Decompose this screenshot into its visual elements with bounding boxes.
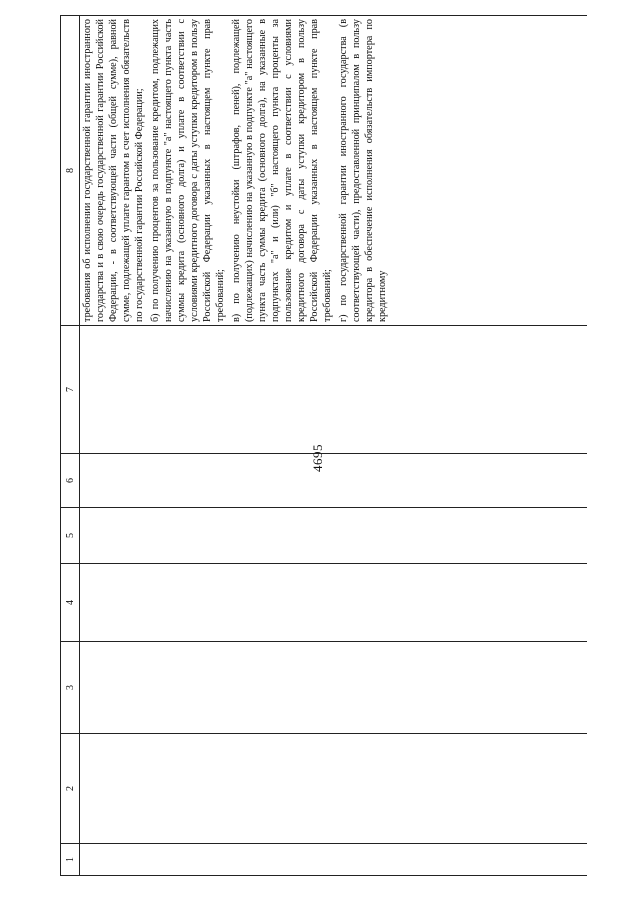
table-row [80, 16, 588, 876]
column-header-2: 2 [61, 734, 80, 844]
document-table-container [60, 16, 590, 876]
table-cell-col3 [80, 642, 588, 734]
document-table [60, 15, 587, 876]
header-row [61, 16, 80, 876]
column-header-8: 8 [61, 16, 80, 326]
paragraph-continuation: требования об исполнении государственной гарантии иностранного государства и в свою очередь государственной гарантии Российской Федерации, - в соответствующей части (общей сумме), равной сумме, подлежащей уплате гарантом в счет исполнения обязательств по государственной гарантии Российской Федерации; [82, 19, 145, 322]
paragraph-v: в) по получению неустойки (штрафов, пеней), подлежащей (подлежащих) начислению на указанную в подпункте "а" настоящего пункта часть суммы кредита (основного долга), на указанные в подпунктах "а" и (или) "б" настоящего пункта проценты за пользование кредитом и уплате в соответствии с условиями кредитного договора с даты уступки кредитором в пользу Российской Федерации указанных в настоящем пункте прав требований; [231, 19, 333, 322]
column-header-7: 7 [61, 326, 80, 454]
column-header-3: 3 [61, 642, 80, 734]
paragraph-b: б) по получению процентов за пользование кредитом, подлежащих начислению на указанную в подпункте "а" настоящего пункта часть суммы кредита (основного долга) и уплате в соответствии с условиями кредитного договора с даты уступки кредитором в пользу Российской Федерации указанных в настоящем пункте прав требований; [150, 19, 226, 322]
table-cell-col5 [80, 508, 588, 564]
table-cell-col1 [80, 844, 588, 876]
paragraph-g: г) по государственной гарантии иностранного государства (в соответствующей части), предоставленной принципалом в пользу кредитора в обеспечение исполнения обязательств импортера по кредитному [338, 19, 388, 322]
column-header-6: 6 [61, 454, 80, 508]
table-cell-col2 [80, 734, 588, 844]
column-header-4: 4 [61, 564, 80, 642]
column-header-1: 1 [61, 844, 80, 876]
table-cell-col7 [80, 326, 588, 454]
table-cell-col4 [80, 564, 588, 642]
column-header-5: 5 [61, 508, 80, 564]
page-number: 4695 [310, 444, 325, 472]
table-cell-col8 [80, 16, 588, 326]
table-cell-col6 [80, 454, 588, 508]
